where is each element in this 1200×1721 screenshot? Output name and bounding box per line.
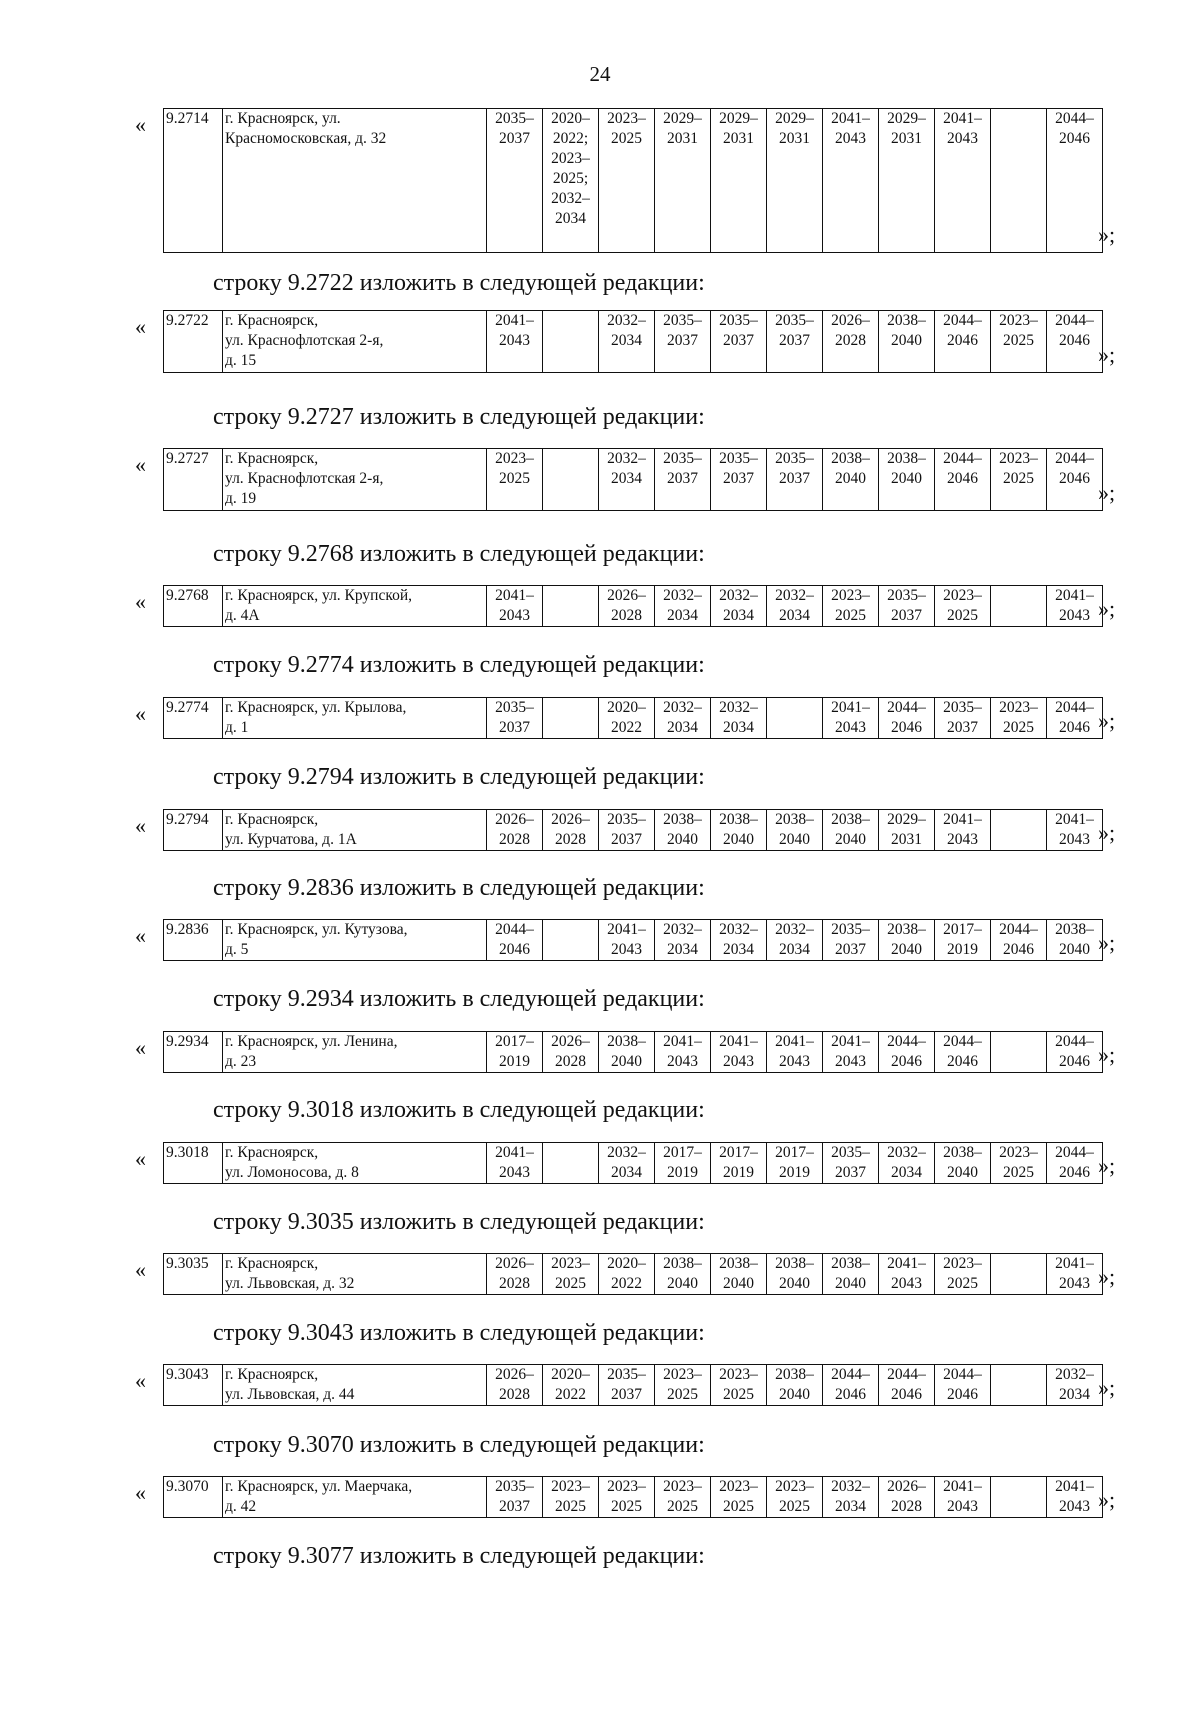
year-cell: 2020– 2022; 2023– 2025; 2032– 2034 <box>543 109 599 253</box>
year-cell: 2044– 2046 <box>1047 311 1103 373</box>
year-cell: 2032– 2034 <box>711 920 767 961</box>
instruction-line: строку 9.2774 изложить в следующей редакции: <box>213 652 705 678</box>
year-cell: 2023– 2025 <box>655 1477 711 1518</box>
close-quote: »; <box>1098 342 1116 367</box>
year-cell: 2041– 2043 <box>767 1032 823 1073</box>
year-cell: 2029– 2031 <box>879 109 935 253</box>
year-cell <box>991 1365 1047 1406</box>
year-cell: 2026– 2028 <box>543 1032 599 1073</box>
year-cell: 2044– 2046 <box>935 311 991 373</box>
year-cell: 2038– 2040 <box>711 810 767 851</box>
row-address: г. Красноярск, ул. Кутузова, д. 5 <box>223 920 487 961</box>
year-cell: 2044– 2046 <box>935 1032 991 1073</box>
year-cell: 2023– 2025 <box>991 698 1047 739</box>
year-cell: 2029– 2031 <box>879 810 935 851</box>
close-quote: »; <box>1098 708 1116 733</box>
year-cell: 2044– 2046 <box>879 698 935 739</box>
instruction-line: строку 9.2836 изложить в следующей редакции: <box>213 875 705 901</box>
year-cell: 2032– 2034 <box>711 586 767 627</box>
year-cell: 2038– 2040 <box>767 1365 823 1406</box>
year-cell: 2044– 2046 <box>879 1032 935 1073</box>
year-cell: 2035– 2037 <box>767 449 823 511</box>
year-cell: 2026– 2028 <box>487 810 543 851</box>
open-quote: « <box>135 314 146 339</box>
close-quote: »; <box>1098 930 1116 955</box>
year-cell: 2032– 2034 <box>655 698 711 739</box>
year-cell: 2032– 2034 <box>767 920 823 961</box>
year-cell: 2023– 2025 <box>711 1365 767 1406</box>
row-address: г. Красноярск, ул. Крылова, д. 1 <box>223 698 487 739</box>
year-cell: 2035– 2037 <box>655 311 711 373</box>
close-quote: »; <box>1098 1375 1116 1400</box>
row-address: г. Красноярск, ул. Краснофлотская 2-я, д. 15 <box>223 311 487 373</box>
year-cell: 2038– 2040 <box>823 810 879 851</box>
open-quote: « <box>135 1257 146 1282</box>
open-quote: « <box>135 1480 146 1505</box>
open-quote: « <box>135 923 146 948</box>
year-cell: 2035– 2037 <box>599 1365 655 1406</box>
year-cell: 2044– 2046 <box>1047 449 1103 511</box>
year-cell: 2038– 2040 <box>879 449 935 511</box>
table-row <box>163 809 1103 851</box>
row-address: г. Красноярск, ул. Львовская, д. 44 <box>223 1365 487 1406</box>
year-cell: 2023– 2025 <box>935 586 991 627</box>
instruction-line: строку 9.2794 изложить в следующей редакции: <box>213 764 705 790</box>
year-cell: 2023– 2025 <box>543 1477 599 1518</box>
row-number: 9.3035 <box>164 1254 223 1295</box>
year-cell: 2023– 2025 <box>599 1477 655 1518</box>
year-cell: 2041– 2043 <box>935 810 991 851</box>
year-cell: 2041– 2043 <box>1047 1477 1103 1518</box>
year-cell: 2023– 2025 <box>711 1477 767 1518</box>
close-quote: »; <box>1098 1487 1116 1512</box>
year-cell: 2026– 2028 <box>487 1365 543 1406</box>
year-cell: 2044– 2046 <box>991 920 1047 961</box>
year-cell: 2038– 2040 <box>711 1254 767 1295</box>
row-number: 9.2714 <box>164 109 223 253</box>
year-cell <box>991 1477 1047 1518</box>
open-quote: « <box>135 112 146 137</box>
year-cell: 2041– 2043 <box>487 586 543 627</box>
year-cell: 2038– 2040 <box>823 1254 879 1295</box>
close-quote: »; <box>1098 222 1116 247</box>
row-address: г. Красноярск, ул. Красномосковская, д. 32 <box>223 109 487 253</box>
year-cell: 2038– 2040 <box>879 311 935 373</box>
year-cell: 2026– 2028 <box>879 1477 935 1518</box>
year-cell: 2032– 2034 <box>767 586 823 627</box>
year-cell: 2032– 2034 <box>879 1143 935 1184</box>
open-quote: « <box>135 589 146 614</box>
year-cell: 2023– 2025 <box>991 449 1047 511</box>
instruction-line: строку 9.2768 изложить в следующей редакции: <box>213 541 705 567</box>
close-quote: »; <box>1098 596 1116 621</box>
year-cell: 2032– 2034 <box>599 449 655 511</box>
year-cell: 2035– 2037 <box>767 311 823 373</box>
year-cell: 2026– 2028 <box>599 586 655 627</box>
year-cell: 2041– 2043 <box>823 698 879 739</box>
year-cell: 2023– 2025 <box>767 1477 823 1518</box>
year-cell: 2023– 2025 <box>543 1254 599 1295</box>
table-row <box>163 1253 1103 1295</box>
instruction-line: строку 9.3077 изложить в следующей редакции: <box>213 1543 705 1569</box>
year-cell: 2032– 2034 <box>655 586 711 627</box>
close-quote: »; <box>1098 1264 1116 1289</box>
year-cell: 2041– 2043 <box>1047 1254 1103 1295</box>
row-number: 9.2794 <box>164 810 223 851</box>
row-number: 9.3043 <box>164 1365 223 1406</box>
close-quote: »; <box>1098 820 1116 845</box>
year-cell <box>543 586 599 627</box>
row-address: г. Красноярск, ул. Маерчака, д. 42 <box>223 1477 487 1518</box>
instruction-line: строку 9.2727 изложить в следующей редакции: <box>213 404 705 430</box>
year-cell: 2035– 2037 <box>823 1143 879 1184</box>
year-cell <box>767 698 823 739</box>
year-cell: 2026– 2028 <box>487 1254 543 1295</box>
year-cell: 2041– 2043 <box>711 1032 767 1073</box>
year-cell: 2026– 2028 <box>823 311 879 373</box>
table-row <box>163 108 1103 253</box>
year-cell <box>543 449 599 511</box>
close-quote: »; <box>1098 1042 1116 1067</box>
year-cell: 2038– 2040 <box>1047 920 1103 961</box>
row-number: 9.2934 <box>164 1032 223 1073</box>
year-cell: 2038– 2040 <box>767 810 823 851</box>
year-cell: 2044– 2046 <box>1047 1143 1103 1184</box>
open-quote: « <box>135 813 146 838</box>
open-quote: « <box>135 701 146 726</box>
year-cell: 2035– 2037 <box>711 449 767 511</box>
instruction-line: строку 9.3070 изложить в следующей редакции: <box>213 1432 705 1458</box>
table-row <box>163 697 1103 739</box>
instruction-line: строку 9.3043 изложить в следующей редакции: <box>213 1320 705 1346</box>
year-cell <box>543 698 599 739</box>
row-address: г. Красноярск, ул. Крупской, д. 4А <box>223 586 487 627</box>
page-number: 24 <box>589 62 611 86</box>
row-address: г. Красноярск, ул. Курчатова, д. 1А <box>223 810 487 851</box>
year-cell: 2044– 2046 <box>935 1365 991 1406</box>
row-address: г. Красноярск, ул. Краснофлотская 2-я, д. 19 <box>223 449 487 511</box>
year-cell: 2020– 2022 <box>543 1365 599 1406</box>
year-cell: 2020– 2022 <box>599 1254 655 1295</box>
year-cell: 2029– 2031 <box>767 109 823 253</box>
year-cell: 2041– 2043 <box>935 109 991 253</box>
row-number: 9.2836 <box>164 920 223 961</box>
year-cell: 2041– 2043 <box>1047 810 1103 851</box>
year-cell <box>991 586 1047 627</box>
year-cell: 2035– 2037 <box>879 586 935 627</box>
year-cell: 2038– 2040 <box>823 449 879 511</box>
year-cell: 2032– 2034 <box>1047 1365 1103 1406</box>
instruction-line: строку 9.2722 изложить в следующей редакции: <box>213 270 705 296</box>
row-address: г. Красноярск, ул. Львовская, д. 32 <box>223 1254 487 1295</box>
year-cell: 2035– 2037 <box>823 920 879 961</box>
close-quote: »; <box>1098 1153 1116 1178</box>
instruction-line: строку 9.3035 изложить в следующей редакции: <box>213 1209 705 1235</box>
year-cell: 2041– 2043 <box>599 920 655 961</box>
year-cell: 2044– 2046 <box>487 920 543 961</box>
table-row <box>163 310 1103 373</box>
row-address: г. Красноярск, ул. Ленина, д. 23 <box>223 1032 487 1073</box>
instruction-line: строку 9.2934 изложить в следующей редакции: <box>213 986 705 1012</box>
table-row <box>163 1476 1103 1518</box>
year-cell: 2044– 2046 <box>1047 109 1103 253</box>
year-cell: 2023– 2025 <box>487 449 543 511</box>
close-quote: »; <box>1098 480 1116 505</box>
year-cell: 2041– 2043 <box>655 1032 711 1073</box>
open-quote: « <box>135 1146 146 1171</box>
year-cell: 2032– 2034 <box>599 1143 655 1184</box>
year-cell: 2023– 2025 <box>655 1365 711 1406</box>
year-cell: 2044– 2046 <box>1047 1032 1103 1073</box>
year-cell: 2035– 2037 <box>487 1477 543 1518</box>
year-cell: 2017– 2019 <box>487 1032 543 1073</box>
table-row <box>163 919 1103 961</box>
open-quote: « <box>135 1368 146 1393</box>
row-number: 9.2768 <box>164 586 223 627</box>
year-cell: 2023– 2025 <box>991 311 1047 373</box>
row-address: г. Красноярск, ул. Ломоносова, д. 8 <box>223 1143 487 1184</box>
year-cell: 2035– 2037 <box>599 810 655 851</box>
year-cell: 2023– 2025 <box>935 1254 991 1295</box>
year-cell: 2035– 2037 <box>487 698 543 739</box>
year-cell: 2041– 2043 <box>823 1032 879 1073</box>
year-cell: 2035– 2037 <box>711 311 767 373</box>
year-cell <box>543 1143 599 1184</box>
year-cell: 2032– 2034 <box>599 311 655 373</box>
year-cell: 2041– 2043 <box>935 1477 991 1518</box>
year-cell: 2041– 2043 <box>1047 586 1103 627</box>
year-cell: 2023– 2025 <box>823 586 879 627</box>
instruction-line: строку 9.3018 изложить в следующей редакции: <box>213 1097 705 1123</box>
table-row <box>163 585 1103 627</box>
year-cell: 2041– 2043 <box>879 1254 935 1295</box>
year-cell: 2026– 2028 <box>543 810 599 851</box>
year-cell: 2044– 2046 <box>879 1365 935 1406</box>
year-cell: 2041– 2043 <box>487 1143 543 1184</box>
year-cell: 2038– 2040 <box>655 1254 711 1295</box>
year-cell: 2035– 2037 <box>655 449 711 511</box>
table-row <box>163 1031 1103 1073</box>
year-cell: 2032– 2034 <box>655 920 711 961</box>
year-cell <box>543 920 599 961</box>
year-cell: 2044– 2046 <box>823 1365 879 1406</box>
year-cell: 2038– 2040 <box>879 920 935 961</box>
year-cell: 2029– 2031 <box>655 109 711 253</box>
year-cell: 2038– 2040 <box>655 810 711 851</box>
year-cell: 2023– 2025 <box>599 109 655 253</box>
year-cell: 2035– 2037 <box>487 109 543 253</box>
year-cell: 2017– 2019 <box>935 920 991 961</box>
year-cell: 2023– 2025 <box>991 1143 1047 1184</box>
year-cell: 2017– 2019 <box>655 1143 711 1184</box>
row-number: 9.2727 <box>164 449 223 511</box>
open-quote: « <box>135 452 146 477</box>
year-cell <box>991 1254 1047 1295</box>
year-cell: 2032– 2034 <box>823 1477 879 1518</box>
table-row <box>163 448 1103 511</box>
year-cell <box>543 311 599 373</box>
open-quote: « <box>135 1035 146 1060</box>
year-cell: 2044– 2046 <box>1047 698 1103 739</box>
year-cell: 2017– 2019 <box>711 1143 767 1184</box>
year-cell: 2029– 2031 <box>711 109 767 253</box>
year-cell <box>991 810 1047 851</box>
row-number: 9.2722 <box>164 311 223 373</box>
year-cell: 2035– 2037 <box>935 698 991 739</box>
year-cell <box>991 1032 1047 1073</box>
year-cell <box>991 109 1047 253</box>
year-cell: 2041– 2043 <box>823 109 879 253</box>
table-row <box>163 1364 1103 1406</box>
year-cell: 2041– 2043 <box>487 311 543 373</box>
year-cell: 2032– 2034 <box>711 698 767 739</box>
row-number: 9.3018 <box>164 1143 223 1184</box>
row-number: 9.2774 <box>164 698 223 739</box>
year-cell: 2038– 2040 <box>935 1143 991 1184</box>
table-row <box>163 1142 1103 1184</box>
row-number: 9.3070 <box>164 1477 223 1518</box>
year-cell: 2038– 2040 <box>767 1254 823 1295</box>
year-cell: 2017– 2019 <box>767 1143 823 1184</box>
year-cell: 2038– 2040 <box>599 1032 655 1073</box>
year-cell: 2020– 2022 <box>599 698 655 739</box>
year-cell: 2044– 2046 <box>935 449 991 511</box>
